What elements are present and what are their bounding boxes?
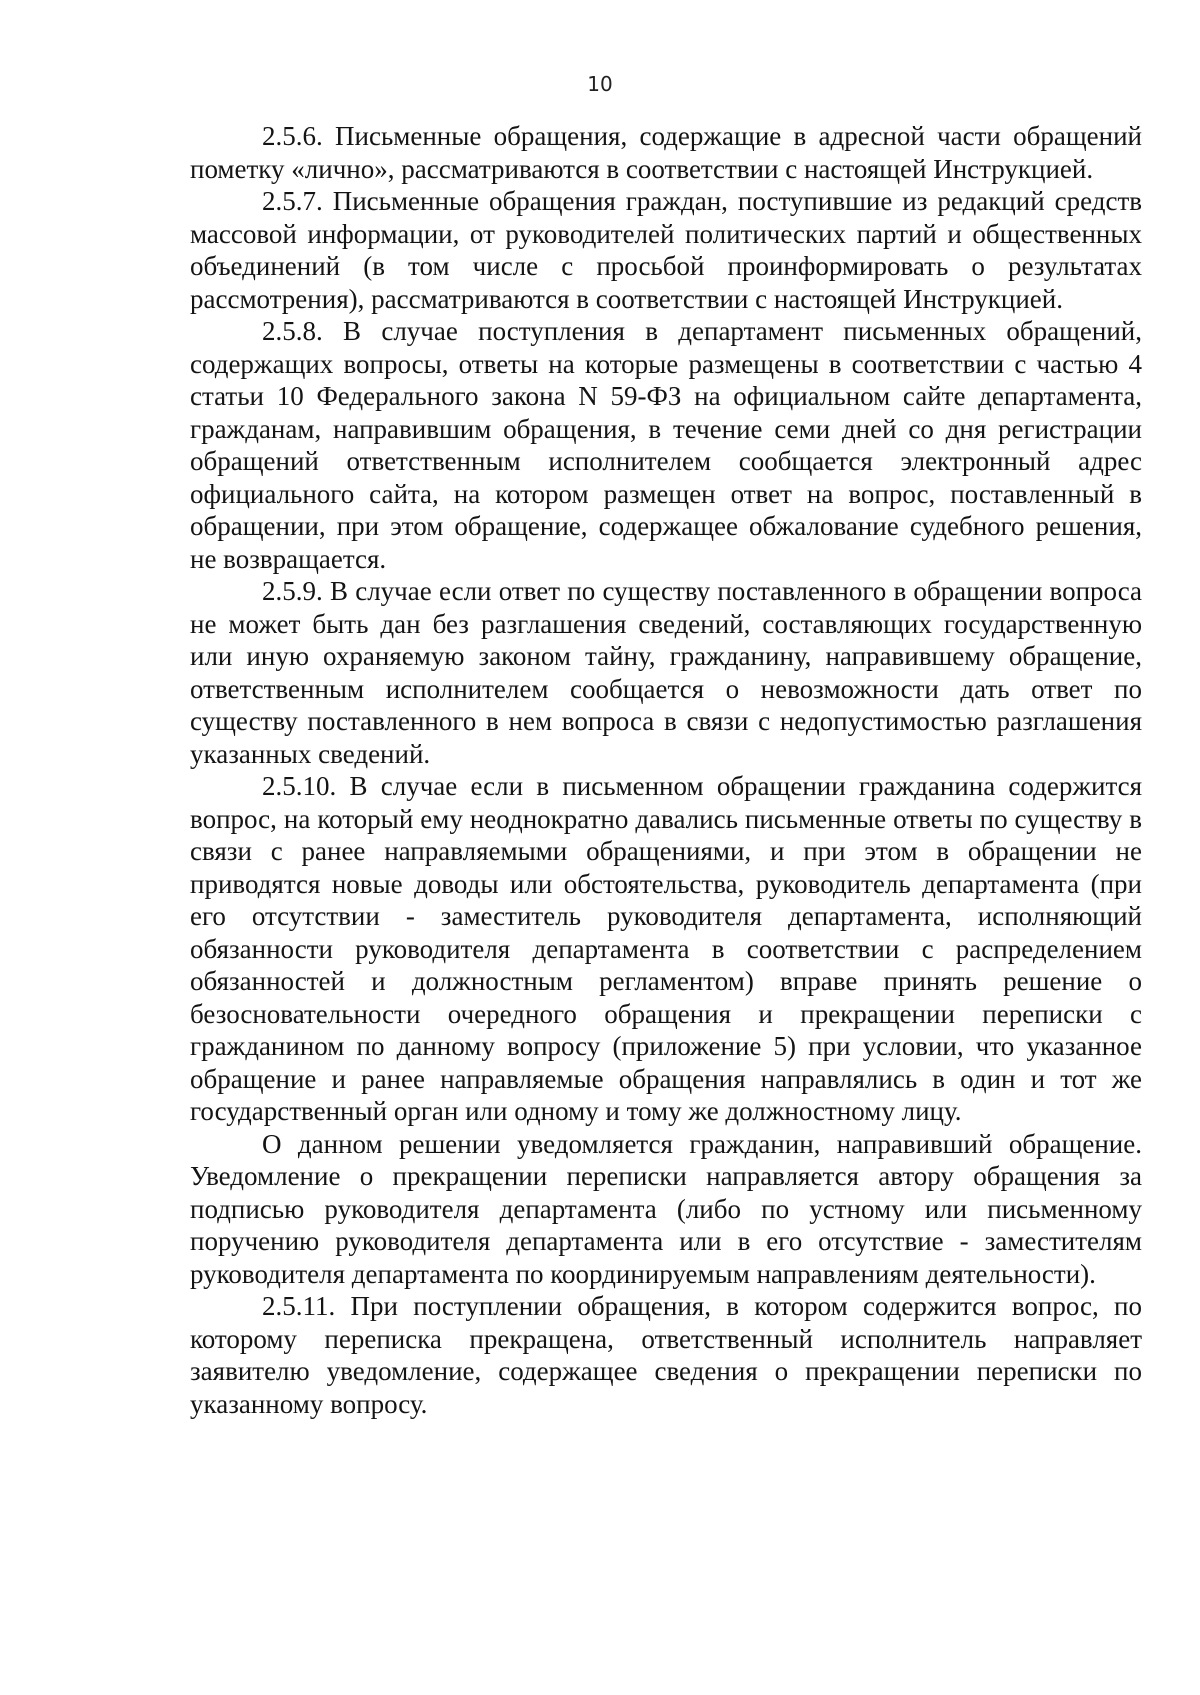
paragraph-2-5-8: 2.5.8. В случае поступления в департамент письменных обращений, содержащих вопросы, ответы на которые размещены в соответствии с частью 4 статьи 10 Федерального закона N 59-ФЗ на официальном сайте департамента, гражданам, направившим обращения, в течение семи дней со дня регистрации обращений ответственным исполнителем сообщается электронный адрес официального сайта, на котором размещен ответ на вопрос, поставленный в обращении, при этом обращение, содержащее обжалование судебного решения, не возвращается. (190, 316, 1142, 574)
document-body (190, 120, 1142, 1420)
paragraph-2-5-11: 2.5.11. При поступлении обращения, в котором содержится вопрос, по которому переписка прекращена, ответственный исполнитель направляет заявителю уведомление, содержащее сведения о прекращении переписки по указанному вопросу. (190, 1291, 1142, 1419)
paragraph-2-5-9: 2.5.9. В случае если ответ по существу поставленного в обращении вопроса не может быть дан без разглашения сведений, составляющих государственную или иную охраняемую законом тайну, гражданину, направившему обращение, ответственным исполнителем сообщается о невозможности дать ответ по существу поставленного в нем вопроса в связи с недопустимостью разглашения указанных сведений. (190, 576, 1142, 769)
paragraph-2-5-7: 2.5.7. Письменные обращения граждан, поступившие из редакций средств массовой информации, от руководителей политических партий и общественных объединений (в том числе с просьбой проинформировать о результатах рассмотрения), рассматриваются в соответствии с настоящей Инструкцией. (190, 186, 1142, 314)
paragraph-notification: О данном решении уведомляется гражданин, направивший обращение. Уведомление о прекращении переписки направляется автору обращения за подписью руководителя департамента (либо по устному или письменному поручению руководителя департамента или в его отсутствие - заместителям руководителя департамента по координируемым направлениям деятельности). (190, 1128, 1142, 1289)
page-number: 10 (587, 72, 613, 96)
paragraph-2-5-10: 2.5.10. В случае если в письменном обращении гражданина содержится вопрос, на который ему неоднократно давались письменные ответы по существу в связи с ранее направляемыми обращениями, и при этом в обращении не приводятся новые доводы или обстоятельства, руководитель департамента (при его отсутствии - заместитель руководителя департамента, исполняющий обязанности руководителя департамента в соответствии с распределением обязанностей и должностным регламентом) вправе принять решение о безосновательности очередного обращения и прекращении переписки с гражданином по данному вопросу (приложение 5) при условии, что указанное обращение и ранее направляемые обращения направлялись в один и тот же государственный орган или одному и тому же должностному лицу. (190, 771, 1142, 1126)
paragraph-2-5-6: 2.5.6. Письменные обращения, содержащие в адресной части обращений пометку «лично», рассматриваются в соответствии с настоящей Инструкцией. (190, 121, 1142, 184)
